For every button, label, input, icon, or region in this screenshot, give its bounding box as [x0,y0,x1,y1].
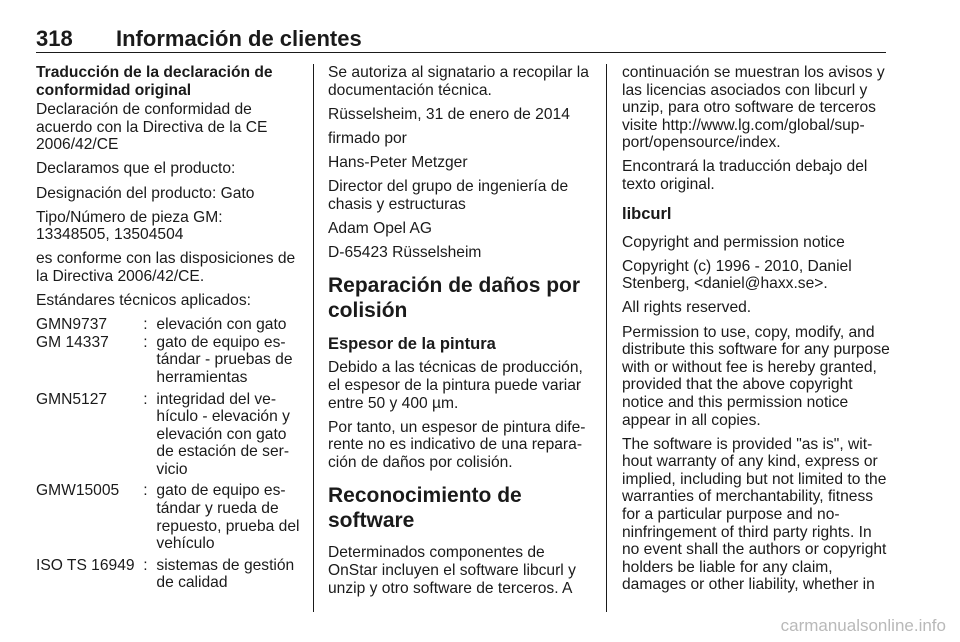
paragraph: Copyright (c) 1996 - 2010, Daniel Stenberg, <daniel@haxx.se>. [622,257,852,293]
standard-code: GM 14337 [36,333,109,351]
standard-separator: : [143,390,148,408]
standard-code: GMN5127 [36,390,108,408]
standard-code: GMN9737 [36,316,108,334]
paragraph: Declaramos que el producto: [36,160,236,178]
paragraph: Designación del producto: Gato [36,184,255,202]
paragraph: Director del grupo de ingeniería de chasis y estructuras [328,177,569,213]
table-row [36,334,300,387]
standard-description: elevación con gato [156,316,287,334]
page-number: 318 [36,26,73,51]
table-row [36,316,300,334]
column-divider-2 [606,64,607,612]
table-row [36,478,300,552]
standard-description: integridad del vehículo - elevación y elevación con gato de estación de servicio [156,390,290,478]
page-header [36,18,886,52]
table-row [36,553,300,592]
table-row [36,387,300,479]
standard-code: GMW15005 [36,482,120,500]
paragraph: Adam Opel AG [328,219,433,237]
subsection-heading-paint: Espesor de la pintura [328,335,496,354]
paragraph: Tipo/Número de pieza GM: 13348505, 13504504 [36,208,223,244]
standard-separator: : [143,482,148,500]
paragraph: Declaración de conformidad de acuerdo con la Directiva de la CE 2006/42/CE [36,101,268,154]
standards-table [36,316,300,592]
paragraph: es conforme con las disposiciones de la Directiva 2006/42/CE. [36,250,296,285]
paragraph: Rüsselsheim, 31 de enero de 2014 [328,105,570,123]
standard-separator: : [143,333,148,351]
paragraph: Permission to use, copy, modify, and distribute this software for any purpose with or without fee is hereby granted, provided that the above copyright notice and this permission notice appear in all copies. [622,323,890,429]
standard-description: sistemas de gestión de calidad [156,556,295,592]
standard-description: gato de equipo estándar y rueda de repuesto, prueba del vehículo [156,482,300,553]
libcurl-heading: libcurl [622,204,672,223]
paragraph: firmado por [328,129,407,147]
paragraph: Hans-Peter Metzger [328,153,468,171]
paragraph: Estándares técnicos aplicados: [36,292,251,310]
declaration-heading: Traducción de la declaración de conformidad original [36,64,273,99]
page-title: Información de clientes [116,26,362,51]
header-rule [36,52,886,53]
standard-separator: : [143,316,148,334]
column-3 [622,64,890,600]
paragraph: All rights reserved. [622,299,752,317]
standard-separator: : [143,556,148,574]
paragraph: Encontrará la traducción debajo del texto original. [622,158,868,194]
paragraph: Por tanto, un espesor de pintura diferente no es indicativo de una reparación de daños por colisión. [328,418,586,471]
paragraph: Debido a las técnicas de producción, el espesor de la pintura puede variar entre 50 y 400 µm. [328,359,583,412]
watermark: carmanualsonline.info [780,616,946,635]
paragraph: continuación se muestran los avisos y las licencias asociados con libcurl y unzip, para otro software de terceros visite http://www.lg.com/global/support/opensource/index. [622,64,885,152]
paragraph: D-65423 Rüsselsheim [328,243,482,261]
column-divider-1 [313,64,314,612]
standard-description: gato de equipo estándar - pruebas de herramientas [156,333,293,386]
column-1 [36,64,300,592]
paragraph: Determinados componentes de OnStar incluyen el software libcurl y unzip y otro software de terceros. A [328,544,576,597]
paragraph: The software is provided "as is", without warranty of any kind, express or implied, including but not limited to the warranties of merchantability, fitness for a particular purpose and noninfringement of third party rights. In no event shall the authors or copyright holders be liable for any claim, damages or other liability, whether in [622,435,887,594]
paragraph: Se autoriza al signatario a recopilar la documentación técnica. [328,64,589,99]
column-2 [328,64,594,604]
section-heading-collision: Reparación de daños por colisión [328,274,581,323]
paragraph: Copyright and permission notice [622,233,845,251]
section-heading-software: Reconocimiento de software [328,484,522,533]
standard-code: ISO TS 16949 [36,556,135,574]
